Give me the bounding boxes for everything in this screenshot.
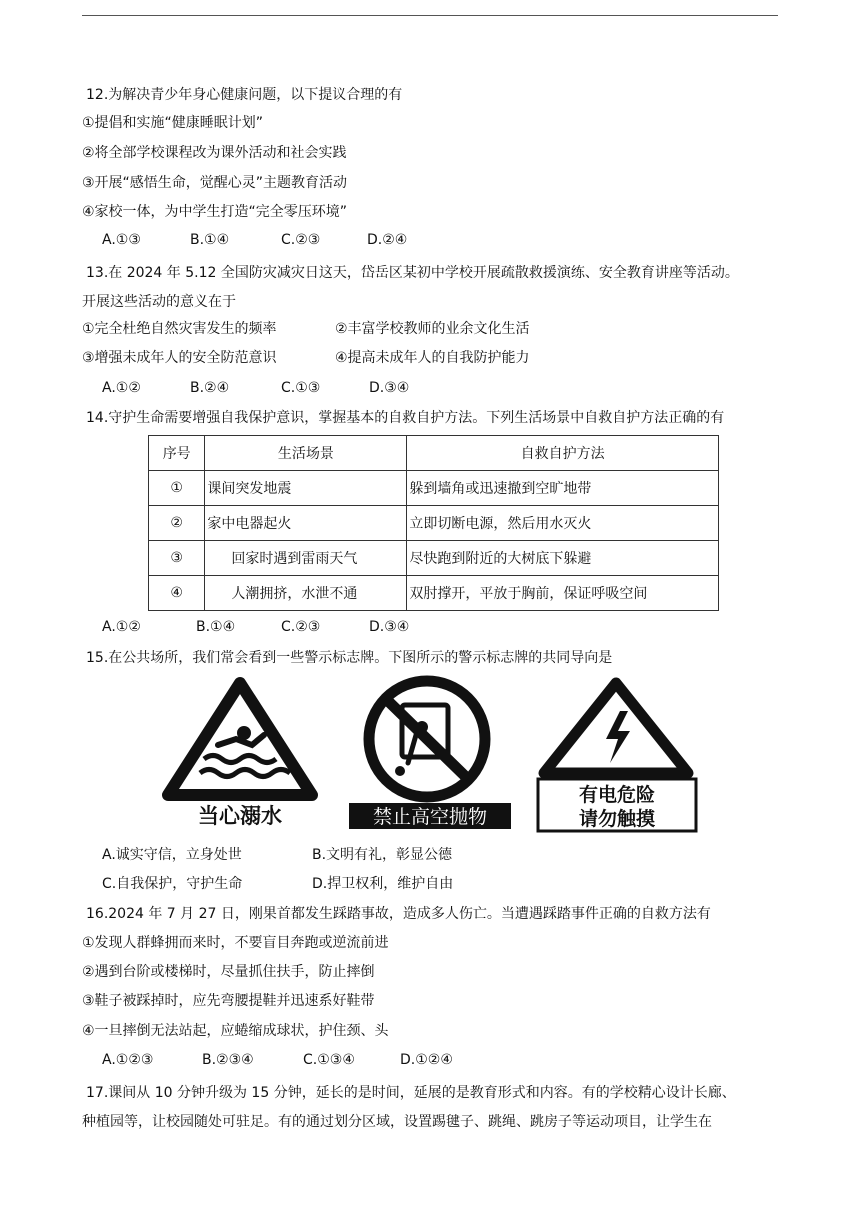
q14-options: [102, 617, 409, 637]
q15-options-row1: [102, 845, 452, 865]
q12-option-b[interactable]: B.①④: [190, 232, 230, 248]
sign-caption-electric-1: 有电危险: [578, 784, 656, 806]
q16-option-a[interactable]: A.①②③: [102, 1052, 154, 1068]
drowning-warning-sign: [168, 683, 312, 829]
q12-item-2: ②将全部学校课程改为课外活动和社会实践: [82, 145, 347, 161]
q13-item-3: ③增强未成年人的安全防范意识: [82, 350, 277, 366]
table-row: [149, 576, 719, 611]
table-header-cell: 自救自护方法: [407, 436, 719, 471]
table-header-row: [149, 436, 719, 471]
table-cell: ①: [149, 471, 205, 506]
table-header-cell: 生活场景: [205, 436, 407, 471]
q13-stem-line1: 13.在 2024 年 5.12 全国防灾减灾日这天，岱岳区某初中学校开展疏散救援演练、安全教育讲座等活动。: [86, 265, 739, 281]
table-cell: 尽快跑到附近的大树底下躲避: [407, 541, 719, 576]
sign-caption-no-throwing: 禁止高空抛物: [372, 806, 488, 828]
q14-option-d[interactable]: D.③④: [369, 619, 410, 635]
table-cell: ④: [149, 576, 205, 611]
q15-options-row2: [102, 874, 453, 894]
q12-item-3: ③开展“感悟生命，觉醒心灵”主题教育活动: [82, 175, 348, 191]
q14-option-b[interactable]: B.①④: [196, 619, 236, 635]
q12-item-1: ①提倡和实施“健康睡眠计划”: [82, 115, 264, 131]
q17-stem-line1: 17.课间从 10 分钟升级为 15 分钟，延长的是时间，延展的是教育形式和内容。有的学校精心设计长廊、: [86, 1085, 736, 1101]
q14-stem: 14.守护生命需要增强自我保护意识，掌握基本的自救自护方法。下列生活场景中自救自护方法正确的有: [86, 410, 725, 426]
table-row: [149, 541, 719, 576]
q13-item-4: ④提高未成年人的自我防护能力: [335, 350, 530, 366]
q13-option-a[interactable]: A.①②: [102, 380, 141, 396]
q13-stem-line2: 开展这些活动的意义在于: [82, 294, 236, 310]
q16-option-d[interactable]: D.①②④: [400, 1052, 453, 1068]
table-cell: 家中电器起火: [205, 506, 407, 541]
q13-options: [102, 378, 409, 398]
table-cell: 躲到墙角或迅速撤到空旷地带: [407, 471, 719, 506]
q15-option-a[interactable]: A.诚实守信，立身处世: [102, 847, 242, 863]
no-throwing-sign: [349, 681, 511, 829]
q16-item-1: ①发现人群蜂拥而来时，不要盲目奔跑或逆流前进: [82, 935, 389, 951]
q16-option-c[interactable]: C.①③④: [303, 1052, 355, 1068]
electric-danger-sign: [538, 683, 696, 831]
q13-option-b[interactable]: B.②④: [190, 380, 230, 396]
q15-option-d[interactable]: D.捍卫权利，维护自由: [312, 876, 454, 892]
q12-item-4: ④家校一体，为中学生打造“完全零压环境”: [82, 204, 348, 220]
q16-option-b[interactable]: B.②③④: [202, 1052, 254, 1068]
q16-options: [102, 1050, 453, 1070]
sign-caption-electric-2: 请勿触摸: [578, 808, 656, 830]
table-cell: ②: [149, 506, 205, 541]
table-cell: 课间突发地震: [205, 471, 407, 506]
q14-table: [148, 435, 719, 611]
q15-stem: 15.在公共场所，我们常会看到一些警示标志牌。下图所示的警示标志牌的共同导向是: [86, 650, 613, 666]
q16-item-3: ③鞋子被踩掉时，应先弯腰提鞋并迅速系好鞋带: [82, 993, 375, 1009]
q13-item-1: ①完全杜绝自然灾害发生的频率: [82, 321, 277, 337]
q16-item-4: ④一旦摔倒无法站起，应蜷缩成球状，护住颈、头: [82, 1023, 389, 1039]
q12-option-c[interactable]: C.②③: [281, 232, 321, 248]
q13-option-d[interactable]: D.③④: [369, 380, 410, 396]
table-header-cell: 序号: [149, 436, 205, 471]
table-cell: 立即切断电源，然后用水灭火: [407, 506, 719, 541]
q16-item-2: ②遇到台阶或楼梯时，尽量抓住扶手，防止摔倒: [82, 964, 375, 980]
q12-option-d[interactable]: D.②④: [367, 232, 408, 248]
q17-stem-line2: 种植园等，让校园随处可驻足。有的通过划分区域，设置踢毽子、跳绳、跳房子等运动项目，让学生在: [82, 1114, 712, 1130]
q13-item-2: ②丰富学校教师的业余文化生活: [335, 321, 530, 337]
q15-option-b[interactable]: B.文明有礼，彰显公德: [312, 847, 453, 863]
table-cell: 回家时遇到雷雨天气: [205, 541, 407, 576]
q14-option-c[interactable]: C.②③: [281, 619, 321, 635]
q12-options: [102, 230, 407, 250]
q15-option-c[interactable]: C.自我保护，守护生命: [102, 876, 243, 892]
q14-option-a[interactable]: A.①②: [102, 619, 141, 635]
table-cell: 人潮拥挤，水泄不通: [205, 576, 407, 611]
table-row: [149, 471, 719, 506]
table-row: [149, 506, 719, 541]
q12-option-a[interactable]: A.①③: [102, 232, 141, 248]
table-cell: 双肘撑开，平放于胸前，保证呼吸空间: [407, 576, 719, 611]
table-cell: ③: [149, 541, 205, 576]
q13-option-c[interactable]: C.①③: [281, 380, 321, 396]
header-rule: [82, 15, 778, 16]
q16-stem: 16.2024 年 7 月 27 日，刚果首都发生踩踏事故，造成多人伤亡。当遭遇踩踏事件正确的自救方法有: [86, 906, 711, 922]
sign-caption-drowning: 当心溺水: [198, 804, 282, 828]
q12-stem: 12.为解决青少年身心健康问题，以下提议合理的有: [86, 87, 403, 103]
warning-signs-figure: [160, 675, 700, 835]
